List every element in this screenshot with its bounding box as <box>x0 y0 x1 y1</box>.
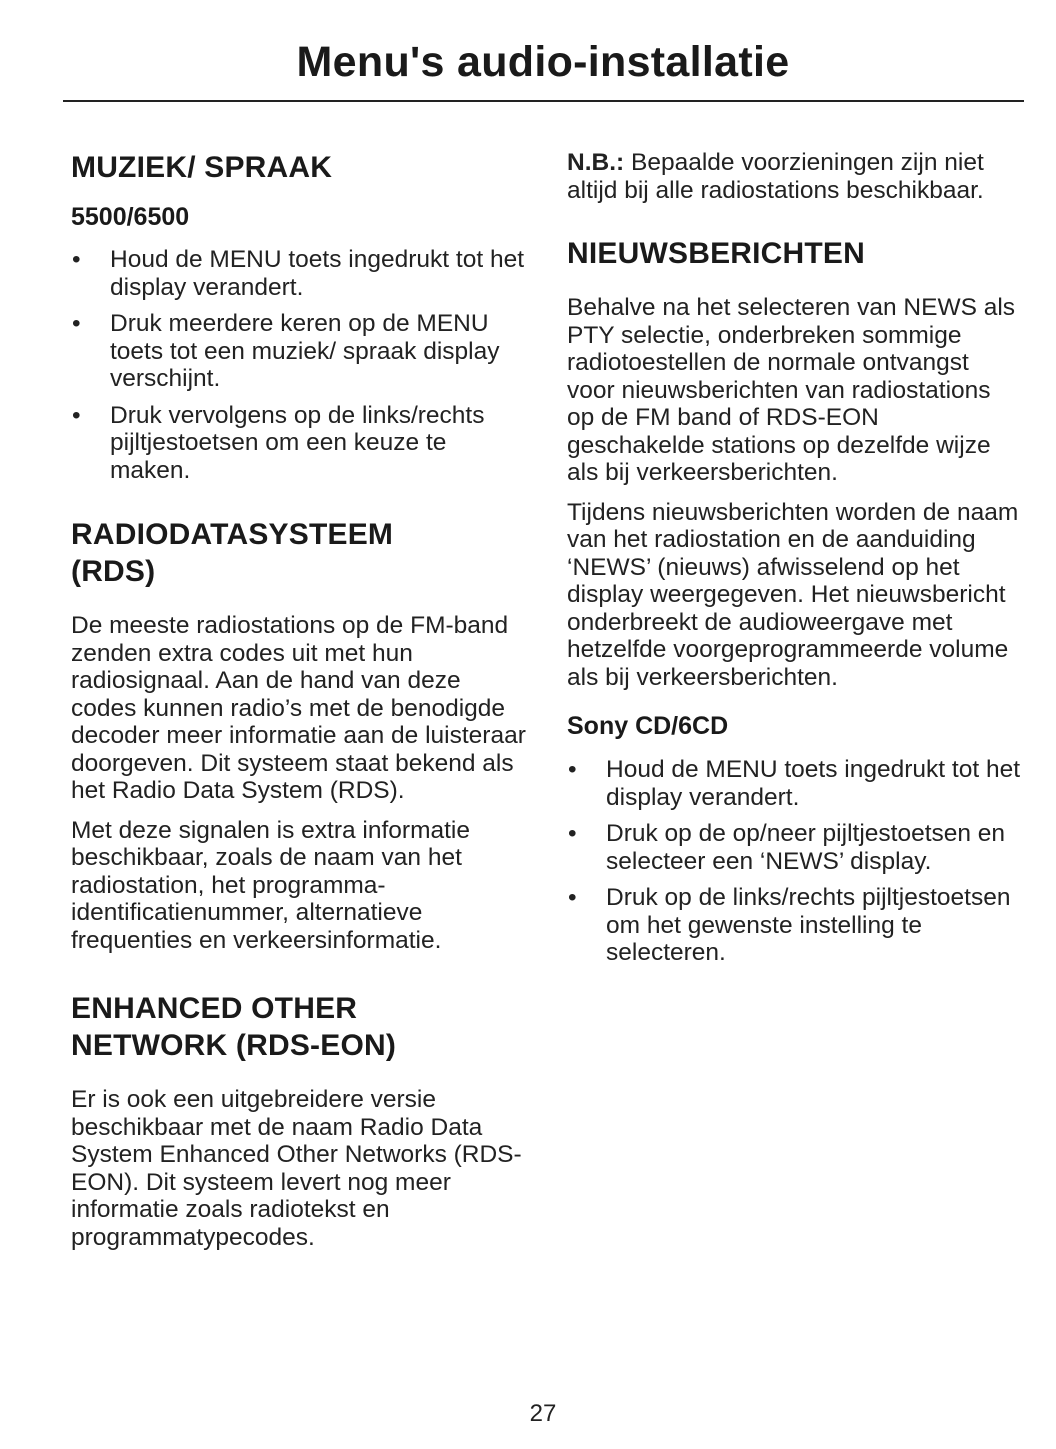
bullet-icon: • <box>72 310 81 337</box>
list-item-text: Houd de MENU toets ingedrukt tot het display verandert. <box>606 756 1020 811</box>
list-item-text: Druk meerdere keren op de MENU toets tot een muziek/ spraak display verschijnt. <box>110 310 500 392</box>
news-heading: NIEUWSBERICHTEN <box>567 237 866 270</box>
title-divider <box>63 100 1024 102</box>
rds-paragraph-1: De meeste radiostations op de FM-band zenden extra codes uit met hun radiosignaal. Aan de hand van deze codes kunnen radio’s met de benodigde decoder meer informatie aan de luisteraar doorgeven. Dit systeem staat bekend als het Radio Data System (RDS). <box>71 612 526 804</box>
list-item-text: Druk op de op/neer pijltjestoetsen en selecteer een ‘NEWS’ display. <box>606 820 1006 875</box>
list-item <box>71 402 526 485</box>
rds-heading-line2: (RDS) <box>71 555 156 588</box>
list-item <box>71 310 526 393</box>
muziek-subheading: 5500/6500 <box>71 203 190 231</box>
list-item-text: Druk op de links/rechts pijltjestoetsen om het gewenste instelling te selecteren. <box>606 884 1011 966</box>
note-label: N.B.: <box>567 149 625 176</box>
list-item-text: Houd de MENU toets ingedrukt tot het display verandert. <box>110 246 524 301</box>
news-paragraph-2: Tijdens nieuwsberichten worden de naam van het radiostation en de aanduiding ‘NEWS’ (nieuws) afwisselend op het display weergegeven. Het nieuwsbericht onderbreekt de audioweergave met hetzelfde voorgeprogrammeerde volume als bij verkeersberichten. <box>567 498 1019 691</box>
muziek-heading: MUZIEK/ SPRAAK <box>71 151 333 184</box>
muziek-bullet-list <box>71 246 526 484</box>
rds-paragraph-2: Met deze signalen is extra informatie beschikbaar, zoals de naam van het radiostation, het programma-identificatienummer, alternatieve frequenties en verkeersinformatie. <box>71 816 470 954</box>
eon-heading-line2: NETWORK (RDS-EON) <box>71 1029 397 1062</box>
eon-heading <box>71 990 526 1064</box>
page-number: 27 <box>529 1400 557 1427</box>
bullet-icon: • <box>568 820 577 847</box>
list-item <box>567 884 1022 967</box>
bullet-icon: • <box>72 401 81 429</box>
left-column <box>71 140 526 1251</box>
sony-subheading: Sony CD/6CD <box>567 712 729 740</box>
rds-heading-line1: RADIODATASYSTEEM <box>71 518 394 551</box>
bullet-icon: • <box>568 884 577 911</box>
eon-heading-line1: ENHANCED OTHER <box>71 992 358 1025</box>
list-item <box>71 246 526 301</box>
note-paragraph <box>567 149 1022 204</box>
list-item-text: Druk vervolgens op de links/rechts pijltjestoetsen om een keuze te maken. <box>110 401 485 484</box>
list-item <box>567 756 1022 811</box>
list-item <box>567 820 1022 875</box>
page-title: Menu's audio-installatie <box>296 38 790 86</box>
eon-paragraph: Er is ook een uitgebreidere versie beschikbaar met de naam Radio Data System Enhanced Other Networks (RDS-EON). Dit systeem levert nog meer informatie zoals radiotekst en programmatypecodes. <box>71 1086 522 1251</box>
rds-heading <box>71 516 526 590</box>
bullet-icon: • <box>568 756 577 783</box>
note-text: Bepaalde voorzieningen zijn niet altijd bij alle radiostations beschikbaar. <box>567 149 984 204</box>
bullet-icon: • <box>72 246 81 273</box>
sony-bullet-list <box>567 756 1022 967</box>
right-column <box>567 140 1022 967</box>
news-paragraph-1: Behalve na het selecteren van NEWS als PTY selectie, onderbreken sommige radiotoestellen de normale ontvangst voor nieuwsberichten van radiostations op de FM band of RDS-EON geschakelde stations op dezelfde wijze als bij verkeersberichten. <box>567 294 1016 486</box>
